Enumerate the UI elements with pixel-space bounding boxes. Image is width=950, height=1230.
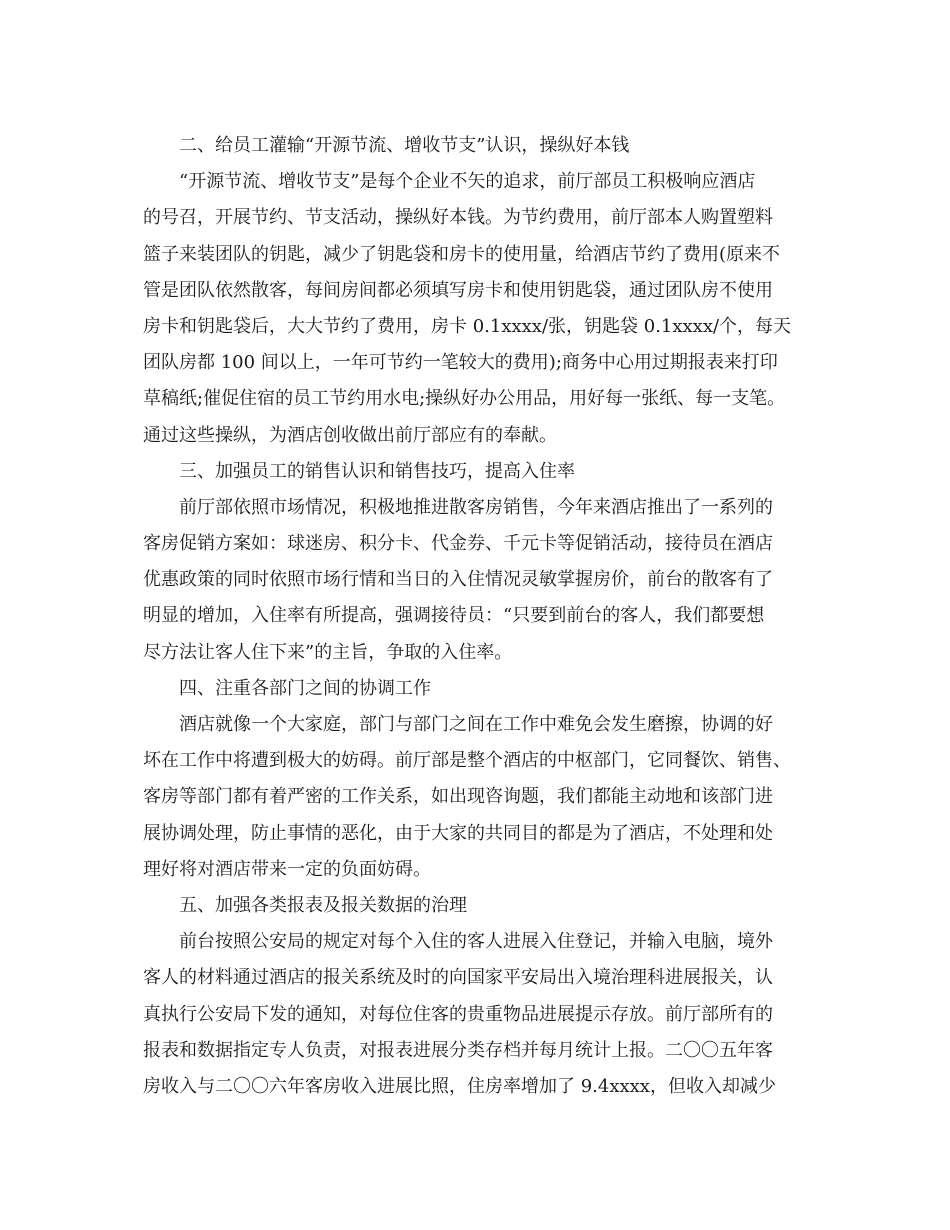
text-line: 通过这些操纵，为酒店创收做出前厅部应有的奉献。	[143, 424, 557, 446]
text-line: 报表和数据指定专人负责，对报表进展分类存档并每月统计上报。二〇〇五年客	[143, 1039, 773, 1061]
text-line: 团队房都 100 间以上，一年可节约一笔较大的费用);商务中心用过期报表来打印	[143, 352, 778, 374]
body-text	[143, 128, 813, 1105]
text-line: 理好将对酒店带来一定的负面妨碍。	[143, 858, 431, 880]
text-line: 房收入与二〇〇六年客房收入进展比照，住房率增加了 9.4xxxx，但收入却减少	[143, 1075, 776, 1097]
paragraph-first-line: 二、给员工灌输“开源节流、增收节支”认识，操纵好本钱	[179, 135, 630, 156]
text-line: 明显的增加，入住率有所提高，强调接待员：“只要到前台的客人，我们都要想	[143, 605, 765, 627]
text-line: 草稿纸;催促住宿的员工节约用水电;操纵好办公用品，用好每一张纸、每一支笔。	[143, 388, 786, 410]
text-line: 管是团队依然散客，每间房间都必须填写房卡和使用钥匙袋，通过团队房不使用	[143, 279, 773, 301]
text-line: 优惠政策的同时依照市场行情和当日的入住情况灵敏掌握房价，前台的散客有了	[143, 569, 773, 591]
text-line: 房卡和钥匙袋后，大大节约了费用，房卡 0.1xxxx/张，钥匙袋 0.1xxxx/个，每天	[143, 315, 792, 337]
paragraph-first-line: 五、加强各类报表及报关数据的治理	[179, 894, 467, 916]
paragraph-first-line: 前厅部依照市场情况，积极地推进散客房销售，今年来酒店推出了一系列的	[179, 496, 773, 518]
paragraph-first-line: 前台按照公安局的规定对每个入住的客人进展入住登记，并输入电脑，境外	[179, 931, 773, 953]
paragraph-first-line: 酒店就像一个大家庭，部门与部门之间在工作中难免会发生磨擦，协调的好	[179, 714, 773, 735]
text-line: 真执行公安局下发的通知，对每位住客的贵重物品进展提示存放。前厅部所有的	[143, 1003, 773, 1025]
text-line: 展协调处理，防止事情的恶化，由于大家的共同目的都是为了酒店，不处理和处	[143, 822, 773, 844]
paragraph-first-line: 三、加强员工的销售认识和销售技巧，提高入住率	[179, 460, 575, 482]
text-line: 篮子来装团队的钥匙，减少了钥匙袋和房卡的使用量，给酒店节约了费用(原来不	[143, 243, 781, 265]
text-line: 坏在工作中将遭到极大的妨碍。前厅部是整个酒店的中枢部门，它同餐饮、销售、	[143, 750, 791, 772]
text-line: 客房等部门都有着严密的工作关系，如出现咨询题，我们都能主动地和该部门进	[143, 786, 773, 808]
paragraph-first-line: “开源节流、增收节支”是每个企业不矢的追求，前厅部员工积极响应酒店	[179, 171, 756, 193]
text-line: 尽方法让客人住下来”的主旨，争取的入住率。	[143, 641, 513, 663]
text-line: 客人的材料通过酒店的报关系统及时的向国家平安局出入境治理科进展报关，认	[143, 967, 773, 989]
text-line: 客房促销方案如：球迷房、积分卡、代金券、千元卡等促销活动，接待员在酒店	[143, 533, 773, 555]
text-line: 的号召，开展节约、节支活动，操纵好本钱。为节约费用，前厅部本人购置塑料	[143, 207, 773, 229]
paragraph-first-line: 四、注重各部门之间的协调工作	[179, 677, 431, 699]
